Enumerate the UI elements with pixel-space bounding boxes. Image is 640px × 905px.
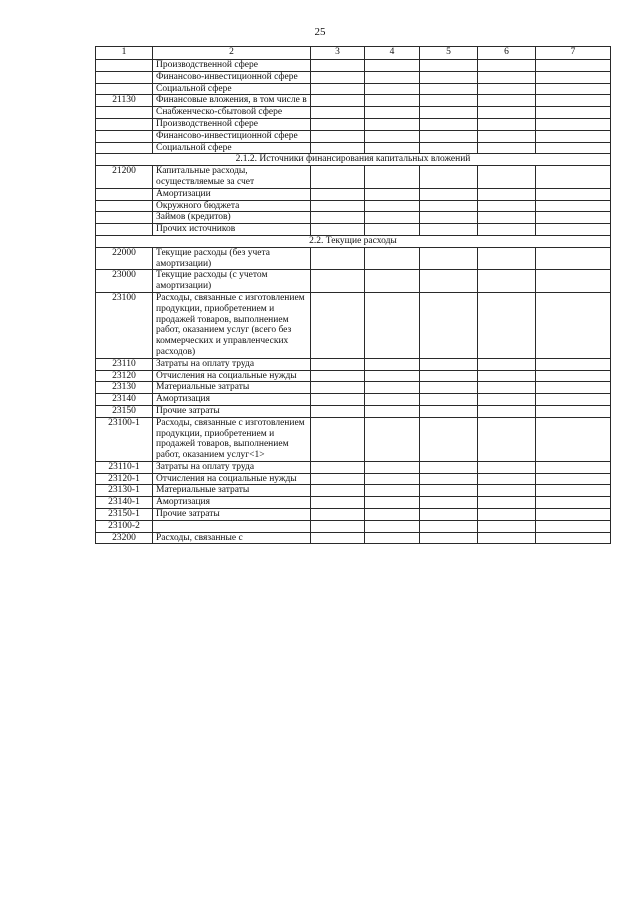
row-label: Затраты на оплату труда [153, 358, 311, 370]
table-row [96, 509, 611, 521]
row-label: Займов (кредитов) [153, 212, 311, 224]
value-cell [365, 292, 420, 358]
table-row [96, 212, 611, 224]
value-cell [536, 358, 611, 370]
value-cell [536, 60, 611, 72]
table-row [96, 370, 611, 382]
row-label: Текущие расходы (без учета амортизации) [153, 247, 311, 270]
value-cell [536, 382, 611, 394]
value-cell [365, 60, 420, 72]
value-cell [478, 417, 536, 461]
value-cell [311, 485, 365, 497]
value-cell [311, 270, 365, 293]
row-label [153, 520, 311, 532]
row-code: 23100-2 [96, 520, 153, 532]
row-code: 21130 [96, 95, 153, 107]
value-cell [311, 473, 365, 485]
row-code: 23120-1 [96, 473, 153, 485]
value-cell [536, 532, 611, 544]
value-cell [536, 71, 611, 83]
value-cell [311, 212, 365, 224]
value-cell [478, 370, 536, 382]
value-cell [536, 405, 611, 417]
row-label: Затраты на оплату труда [153, 461, 311, 473]
value-cell [420, 83, 478, 95]
value-cell [478, 485, 536, 497]
table-row [96, 247, 611, 270]
row-label: Амортизации [153, 188, 311, 200]
row-code: 23130-1 [96, 485, 153, 497]
value-cell [365, 520, 420, 532]
table-row [96, 270, 611, 293]
value-cell [478, 473, 536, 485]
row-label: Материальные затраты [153, 382, 311, 394]
value-cell [536, 107, 611, 119]
value-cell [420, 130, 478, 142]
table-row [96, 83, 611, 95]
value-cell [420, 461, 478, 473]
row-code: 23120 [96, 370, 153, 382]
value-cell [420, 188, 478, 200]
table-row [96, 166, 611, 189]
value-cell [420, 292, 478, 358]
value-cell [311, 71, 365, 83]
value-cell [536, 292, 611, 358]
value-cell [365, 71, 420, 83]
value-cell [365, 473, 420, 485]
row-label: Амортизация [153, 497, 311, 509]
row-label: Текущие расходы (с учетом амортизации) [153, 270, 311, 293]
value-cell [311, 142, 365, 154]
table-row [96, 142, 611, 154]
column-header: 4 [365, 47, 420, 60]
value-cell [536, 270, 611, 293]
value-cell [311, 358, 365, 370]
value-cell [311, 60, 365, 72]
value-cell [536, 485, 611, 497]
value-cell [536, 497, 611, 509]
value-cell [478, 95, 536, 107]
value-cell [311, 83, 365, 95]
value-cell [311, 188, 365, 200]
value-cell [536, 520, 611, 532]
value-cell [420, 200, 478, 212]
value-cell [536, 130, 611, 142]
value-cell [536, 509, 611, 521]
value-cell [536, 142, 611, 154]
value-cell [311, 532, 365, 544]
value-cell [478, 188, 536, 200]
value-cell [478, 532, 536, 544]
row-label: Отчисления на социальные нужды [153, 473, 311, 485]
column-header: 5 [420, 47, 478, 60]
value-cell [536, 166, 611, 189]
value-cell [478, 461, 536, 473]
row-code [96, 118, 153, 130]
value-cell [478, 520, 536, 532]
value-cell [311, 417, 365, 461]
row-code [96, 130, 153, 142]
value-cell [311, 224, 365, 236]
row-code [96, 83, 153, 95]
value-cell [365, 485, 420, 497]
row-code: 23110-1 [96, 461, 153, 473]
table-row [96, 473, 611, 485]
value-cell [420, 473, 478, 485]
value-cell [478, 107, 536, 119]
value-cell [420, 270, 478, 293]
row-code [96, 71, 153, 83]
table-row [96, 417, 611, 461]
value-cell [420, 485, 478, 497]
value-cell [365, 118, 420, 130]
row-code: 23130 [96, 382, 153, 394]
table-row [96, 497, 611, 509]
value-cell [420, 417, 478, 461]
value-cell [311, 370, 365, 382]
row-code: 23110 [96, 358, 153, 370]
value-cell [536, 461, 611, 473]
value-cell [311, 461, 365, 473]
table-row [96, 188, 611, 200]
row-code [96, 212, 153, 224]
table-row [96, 130, 611, 142]
value-cell [311, 130, 365, 142]
value-cell [420, 520, 478, 532]
value-cell [365, 394, 420, 406]
value-cell [365, 83, 420, 95]
value-cell [478, 358, 536, 370]
value-cell [365, 142, 420, 154]
value-cell [420, 224, 478, 236]
value-cell [311, 166, 365, 189]
table-row [96, 358, 611, 370]
section-heading-row [96, 235, 611, 247]
value-cell [365, 509, 420, 521]
row-label: Расходы, связанные с изготовлением продукции, приобретением и продажей товаров, выполнением работ, оказанием услуг (всего без коммерческих и управленческих расходов) [153, 292, 311, 358]
value-cell [365, 270, 420, 293]
table-body [96, 47, 611, 544]
page-number: 25 [314, 26, 326, 38]
value-cell [365, 224, 420, 236]
value-cell [365, 107, 420, 119]
row-label: Прочих источников [153, 224, 311, 236]
table-row [96, 485, 611, 497]
value-cell [420, 212, 478, 224]
value-cell [478, 247, 536, 270]
row-label: Прочие затраты [153, 405, 311, 417]
value-cell [365, 382, 420, 394]
row-label: Производственной сфере [153, 118, 311, 130]
value-cell [365, 532, 420, 544]
section-heading: 2.1.2. Источники финансирования капитальных вложений [96, 154, 611, 166]
row-label: Производственной сфере [153, 60, 311, 72]
value-cell [478, 130, 536, 142]
value-cell [311, 382, 365, 394]
value-cell [365, 461, 420, 473]
row-code: 22000 [96, 247, 153, 270]
value-cell [536, 212, 611, 224]
value-cell [365, 188, 420, 200]
row-code: 23200 [96, 532, 153, 544]
row-label: Прочие затраты [153, 509, 311, 521]
row-code: 23100 [96, 292, 153, 358]
row-label: Финансово-инвестиционной сфере [153, 130, 311, 142]
row-code [96, 107, 153, 119]
value-cell [478, 83, 536, 95]
table-row [96, 118, 611, 130]
value-cell [420, 118, 478, 130]
value-cell [478, 509, 536, 521]
table-row [96, 292, 611, 358]
value-cell [365, 370, 420, 382]
expenses-table [95, 46, 611, 544]
value-cell [536, 200, 611, 212]
column-header-row [96, 47, 611, 60]
value-cell [365, 95, 420, 107]
row-label: Расходы, связанные с изготовлением продукции, приобретением и продажей товаров, выполнением работ, оказанием услуг<1> [153, 417, 311, 461]
row-label: Окружного бюджета [153, 200, 311, 212]
table-row [96, 520, 611, 532]
value-cell [420, 60, 478, 72]
value-cell [420, 358, 478, 370]
value-cell [536, 83, 611, 95]
table-row [96, 107, 611, 119]
table-row [96, 224, 611, 236]
table-row [96, 394, 611, 406]
value-cell [478, 270, 536, 293]
value-cell [311, 520, 365, 532]
value-cell [478, 71, 536, 83]
table-row [96, 382, 611, 394]
column-header: 3 [311, 47, 365, 60]
value-cell [420, 142, 478, 154]
value-cell [478, 60, 536, 72]
row-code [96, 188, 153, 200]
value-cell [311, 118, 365, 130]
value-cell [478, 142, 536, 154]
table-row [96, 461, 611, 473]
value-cell [365, 200, 420, 212]
value-cell [420, 370, 478, 382]
value-cell [420, 95, 478, 107]
value-cell [365, 212, 420, 224]
value-cell [536, 247, 611, 270]
value-cell [420, 509, 478, 521]
value-cell [478, 292, 536, 358]
row-label: Материальные затраты [153, 485, 311, 497]
column-header: 2 [153, 47, 311, 60]
table-row [96, 60, 611, 72]
row-code: 23140-1 [96, 497, 153, 509]
row-label: Финансово-инвестиционной сфере [153, 71, 311, 83]
column-header: 1 [96, 47, 153, 60]
value-cell [536, 370, 611, 382]
value-cell [311, 509, 365, 521]
value-cell [420, 107, 478, 119]
value-cell [365, 358, 420, 370]
value-cell [536, 417, 611, 461]
value-cell [478, 212, 536, 224]
value-cell [365, 405, 420, 417]
value-cell [420, 497, 478, 509]
table-row [96, 532, 611, 544]
value-cell [536, 95, 611, 107]
value-cell [420, 405, 478, 417]
value-cell [478, 405, 536, 417]
row-code [96, 142, 153, 154]
row-code: 23140 [96, 394, 153, 406]
value-cell [311, 497, 365, 509]
section-heading-row [96, 154, 611, 166]
value-cell [311, 405, 365, 417]
value-cell [311, 95, 365, 107]
column-header: 7 [536, 47, 611, 60]
value-cell [420, 247, 478, 270]
value-cell [420, 394, 478, 406]
value-cell [365, 166, 420, 189]
value-cell [365, 497, 420, 509]
value-cell [478, 497, 536, 509]
row-label: Социальной сфере [153, 142, 311, 154]
value-cell [478, 166, 536, 189]
value-cell [365, 247, 420, 270]
row-label: Капитальные расходы, осуществляемые за счет [153, 166, 311, 189]
column-header: 6 [478, 47, 536, 60]
row-code [96, 200, 153, 212]
value-cell [478, 200, 536, 212]
row-code: 23100-1 [96, 417, 153, 461]
row-label: Амортизация [153, 394, 311, 406]
section-heading: 2.2. Текущие расходы [96, 235, 611, 247]
value-cell [420, 532, 478, 544]
value-cell [420, 166, 478, 189]
value-cell [478, 382, 536, 394]
value-cell [536, 394, 611, 406]
row-code [96, 60, 153, 72]
table-row [96, 200, 611, 212]
value-cell [311, 247, 365, 270]
value-cell [536, 118, 611, 130]
value-cell [365, 417, 420, 461]
row-label: Отчисления на социальные нужды [153, 370, 311, 382]
value-cell [478, 394, 536, 406]
row-label: Расходы, связанные с [153, 532, 311, 544]
value-cell [365, 130, 420, 142]
row-code: 23150 [96, 405, 153, 417]
table-row [96, 405, 611, 417]
value-cell [311, 107, 365, 119]
value-cell [311, 292, 365, 358]
table-row [96, 95, 611, 107]
value-cell [478, 118, 536, 130]
value-cell [536, 224, 611, 236]
row-label: Социальной сфере [153, 83, 311, 95]
value-cell [536, 188, 611, 200]
value-cell [478, 224, 536, 236]
value-cell [311, 394, 365, 406]
value-cell [536, 473, 611, 485]
row-code: 21200 [96, 166, 153, 189]
value-cell [420, 71, 478, 83]
row-code: 23000 [96, 270, 153, 293]
table-row [96, 71, 611, 83]
value-cell [311, 200, 365, 212]
row-code: 23150-1 [96, 509, 153, 521]
row-label: Снабженческо-сбытовой сфере [153, 107, 311, 119]
value-cell [420, 382, 478, 394]
row-code [96, 224, 153, 236]
row-label: Финансовые вложения, в том числе в [153, 95, 311, 107]
